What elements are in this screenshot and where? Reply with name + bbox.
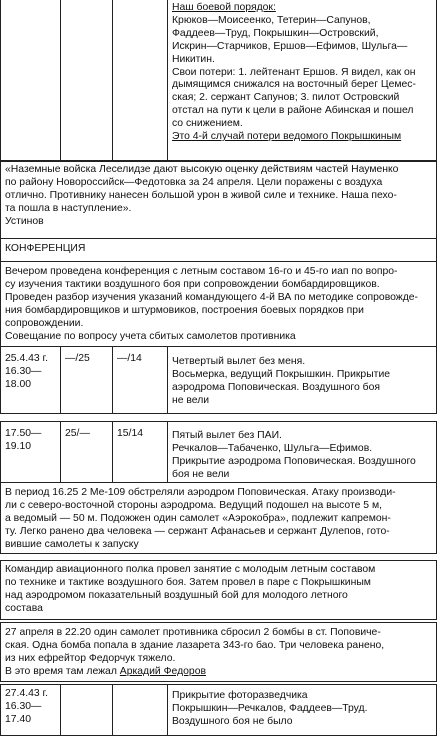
conference-title-block [0,238,437,262]
attack-line: ту. Легко ранено два человека — сержант Афанасьев и сержант Дулепов, гото- [5,525,390,537]
flight-4-date: 25.4.43 г. [5,353,48,364]
report-line: по району Новороссийск—Федотовка за 24 апреля. Цели поражены с воздуха [5,176,383,188]
flight-5-time-start: 17.50— [5,428,42,439]
report-block [0,161,437,239]
battle-order-line: отстал на пути к цели в районе Абинская и пошел [172,105,414,117]
conference-line: Совещание по вопросу учета сбитых самолетов противника [5,330,296,342]
flight-5-line: Пятый вылет без ПАИ. [172,430,282,441]
flight-4-line: аэродрома Поповическая. Воздушного боя [172,381,380,393]
flight-last-col2-cell [61,685,113,735]
conference-title: КОНФЕРЕНЦИЯ [5,243,86,254]
commander-line: над аэродромом показательный воздушный бой для молодого летного [5,589,348,601]
bombing-last-name: Аркадий Федоров [119,665,206,677]
report-line: та пошла в наступление». [5,202,132,214]
flight-4-line: Четвертый вылет без меня. [172,356,306,367]
conference-line: су изучения тактики воздушного боя при сопровождении бомбардировщиков. [5,278,380,290]
battle-order-line: ская; 2. сержант Сапунов; 3. пилот Островский [172,92,400,104]
battle-order-line: Фаддеев—Труд, Покрышкин—Островский, [172,27,379,39]
flight-4-line: Восьмерка, ведущий Покрышкин. Прикрытие [172,368,391,380]
conference-block [0,261,437,347]
battle-order-footer: Это 4-й случай потери ведомого Покрышкиным [172,131,402,143]
flight-4-col2: —/25 [65,353,90,364]
flight-4-time-end: 18.00 [5,378,32,390]
flight-5-text [168,430,420,482]
flight-5-line: Прикрытие аэродрома Поповическая. Воздушного [172,455,416,467]
attack-line: ли с северо-восточной стороны аэродрома. Ведущий подошел на высоте 5 м, [5,499,382,511]
conference-line: Вечером проведена конференция с летным составом 16-го и 45-го иап по вопро- [5,266,398,277]
battle-order-line: дымящимся снижался на восточный берег Цемес- [172,79,416,91]
flight-4-col3-cell [113,347,168,413]
commander-line: состава [5,602,43,614]
flight-last-line: Покрышкин—Речкалов, Фаддеев—Труд. [172,702,368,714]
bombing-line: 27 апреля в 22.20 один самолет противника сбросил 2 бомбы в ст. Поповиче- [5,627,381,638]
flight-last-col3-cell [113,685,168,735]
battle-order-line: Искрин—Старчиков, Ершов—Ефимов, Шульга— [172,40,408,52]
flight-4-col3: —/14 [117,353,142,364]
commander-line: Командир авиационного полка провел занятие с молодым летным составом [5,564,376,575]
commander-line: по технике и тактике воздушного боя. Затем провел в паре с Покрышкиным [5,576,371,588]
battle-order-empty-col2 [61,0,113,160]
flight-4-row [0,346,437,414]
flight-5-col2: 25/— [65,428,90,439]
battle-order-text [168,2,420,144]
attack-line: В период 16.25 2 Ме-109 обстреляли аэродром Поповическая. Атаку производи- [5,487,396,498]
commander-block [0,560,437,620]
flight-5-date-cell [1,422,61,482]
bombing-last-line [5,666,432,679]
battle-order-line: Крюков—Моисеенко, Тетерин—Сапунов, [172,14,371,26]
flight-5-row [0,421,437,483]
battle-order-line: Никитин. [172,53,215,65]
flight-5-col3-cell [113,422,168,482]
battle-order-row [0,0,437,161]
battle-order-empty-col3 [113,0,168,160]
report-line: «Наземные войска Леселидзе дают высокую оценку действиям частей Науменко [5,164,399,175]
flight-last-line: Воздушного боя не было [172,715,293,727]
flight-5-col3: 15/14 [117,428,144,439]
conference-line: ния бомбардировщиков и штурмовиков, построения боевых порядков при [5,304,364,316]
bombing-last-prefix: В это время там лежал [5,665,120,677]
battle-order-line: со снижением. [172,118,243,130]
flight-5-line: Речкалов—Табаченко, Шульга—Ефимов. [172,442,373,454]
battle-order-empty-col1 [1,0,61,160]
bombing-line: ская. Одна бомба попала в здание лазарета 343-го бао. Три человека ранено, [5,639,385,651]
flight-last-time-start: 16.30— [5,700,42,712]
bombing-line: из них ефрейтор Федорчук тяжело. [5,652,176,664]
battle-order-line: Свои потери: 1. лейтенант Ершов. Я видел, как он [172,66,416,78]
bombing-block [0,622,437,682]
attack-block [0,482,437,554]
conference-line: сопровождении. [5,317,84,329]
conference-line: Проведен разбор изучения указаний командующего 4-й ВА по методике сопровожде- [5,291,419,303]
flight-last-text [168,690,371,729]
flight-5-col2-cell [61,422,113,482]
flight-4-line: не вели [172,394,210,406]
flight-4-time-start: 16.30— [5,365,42,377]
report-signature: Устинов [5,215,44,227]
flight-last-date: 27.4.43 г. [5,688,48,699]
flight-5-line: боя не вели [172,468,230,480]
flight-4-date-cell [1,347,61,413]
battle-order-heading: Наш боевой порядок: [172,2,276,13]
flight-last-row [0,684,437,736]
attack-line: вившие самолеты к запуску [5,538,139,550]
report-line: отлично. Противнику нанесен большой урон в живой силе и технике. Наша пехо- [5,189,397,201]
flight-4-text [168,356,394,408]
flight-last-date-cell [1,685,61,735]
attack-line: а ведомый — 50 м. Подожжен один самолет «Аэрокобра», подлежит капремон- [5,512,391,524]
flight-last-line: Прикрытие фоторазведчика [172,690,308,701]
flight-4-col2-cell [61,347,113,413]
flight-last-time-end: 17.40 [5,713,32,725]
flight-5-time-end: 19.10 [5,440,32,452]
